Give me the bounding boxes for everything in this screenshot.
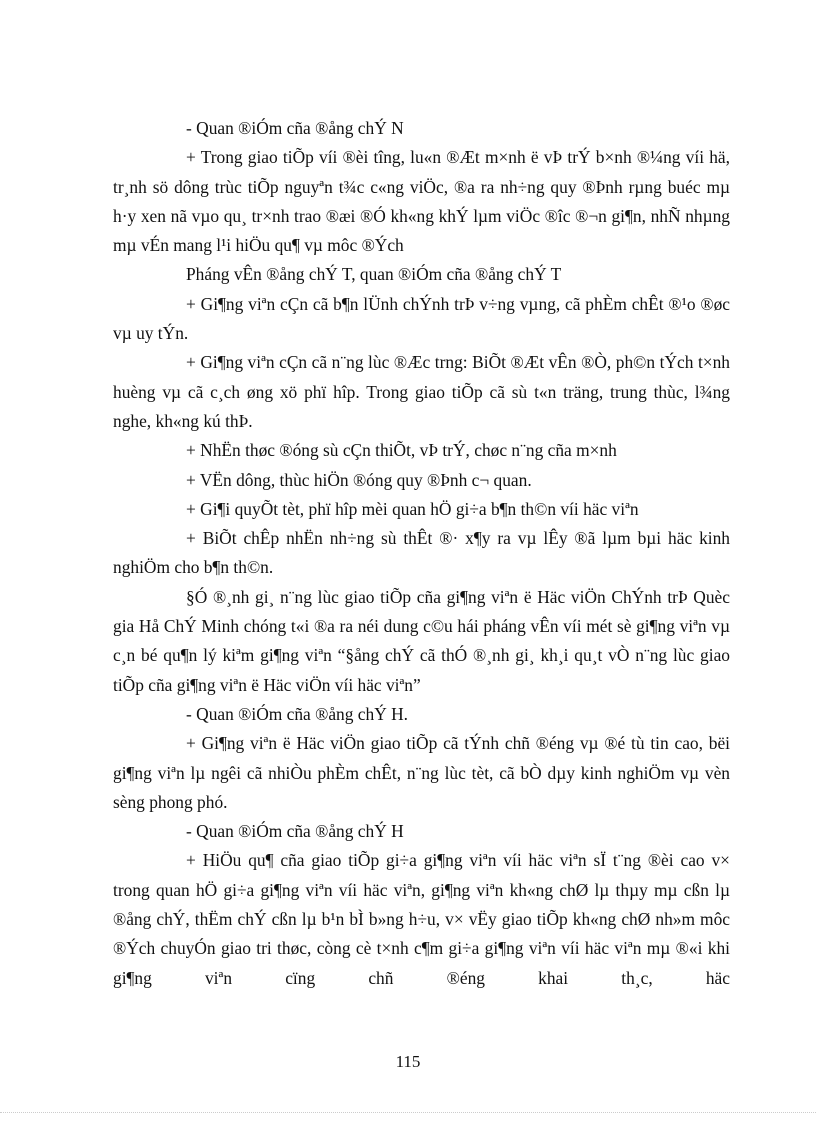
body-text (113, 114, 730, 993)
paragraph-viewpoint-n-heading: - Quan ®iÓm cña ®ång chÝ N (186, 118, 404, 138)
paragraph-viewpoint-h2-heading: - Quan ®iÓm cña ®ång chÝ H (186, 821, 404, 842)
paragraph-t-point-4: + VËn dông, thùc hiÖn ®óng quy ®Þnh c¬ quan. (186, 469, 532, 490)
paragraph-viewpoint-h2-body: + HiÖu qu¶ cña giao tiÕp gi÷a gi¶ng viªn víi häc viªn sÏ t¨ng ®èi cao v× trong quan hÖ gi÷a gi¶ng viªn víi häc viªn, gi¶ng viªn kh«ng chØ lµ thµy mµ cßn lµ ®ång chÝ, thËm chÝ cßn lµ b¹n bÌ b»ng h÷u, v× vËy giao tiÕp kh«ng chØ nh»m môc ®Ých chuyÓn giao tri thøc, còng cè t×nh c¶m gi÷a gi¶ng viªn víi häc viªn mµ ®«i khi gi¶ng viªn cïng chñ ®éng khai th¸c, häc (113, 850, 730, 988)
paragraph-t-point-3: + NhËn thøc ®óng sù cÇn thiÕt, vÞ trÝ, chøc n¨ng cña m×nh (186, 440, 617, 461)
paragraph-t-point-5: + Gi¶i quyÕt tèt, phï hîp mèi quan hÖ gi÷a b¶n th©n víi häc viªn (186, 498, 639, 519)
paragraph-assessment-intro: §Ó ®¸nh gi¸ n¨ng lùc giao tiÕp cña gi¶ng viªn ë Häc viÖn ChÝnh trÞ Quèc gia Hå ChÝ Minh chóng t«i ®a ra néi dung c©u hái pháng vÊn víi mét sè gi¶ng viªn vµ c¸n bé qu¶n lý kiªm gi¶ng viªn “§ång chÝ cã thÓ ®¸nh gi¸ kh¸i qu¸t vÒ n¨ng lùc giao tiÕp cña gi¶ng viªn ë Häc viÖn víi häc viªn” (113, 586, 730, 695)
paragraph-viewpoint-n-body: + Trong giao tiÕp víi ®èi tîng, lu«n ®Æt m×nh ë vÞ trÝ b×nh ®¼ng víi hä, tr¸nh sö dông trùc tiÕp nguyªn t¾c c«ng viÖc, ®a ra nh÷ng quy ®Þnh rµng buéc mµ h·y xen nã vµo qu¸ tr×nh trao ®æi ®Ó kh«ng khÝ lµm viÖc ®îc ®¬n gi¶n, nhÑ nhµng mµ vÉn mang l¹i hiÖu qu¶ vµ môc ®Ých (113, 147, 730, 256)
paragraph-t-point-1: + Gi¶ng viªn cÇn cã b¶n lÜnh chÝnh trÞ v÷ng vµng, cã phÈm chÊt ®¹o ®øc vµ uy tÝn. (113, 293, 730, 344)
paragraph-t-point-6: + BiÕt chÊp nhËn nh÷ng sù thÊt ®· x¶y ra vµ lÊy ®ã lµm bµi häc kinh nghiÖm cho b¶n th©n. (113, 528, 730, 578)
paragraph-t-point-2: + Gi¶ng viªn cÇn cã n¨ng lùc ®Æc trng: BiÕt ®Æt vÊn ®Ò, ph©n tÝch t×nh huèng vµ cã c¸ch øng xö phï hîp. Trong giao tiÕp cã sù t«n träng, trung thùc, l¾ng nghe, kh«ng kú thÞ. (113, 352, 730, 431)
paragraph-viewpoint-h-heading: - Quan ®iÓm cña ®ång chÝ H. (186, 703, 409, 724)
paragraph-viewpoint-h-body: + Gi¶ng viªn ë Häc viÖn giao tiÕp cã tÝnh chñ ®éng vµ ®é tù tin cao, bëi gi¶ng viªn lµ ngêi cã nhiÒu phÈm chÊt, n¨ng lùc tèt, cã bÒ dµy kinh nghiÖm vµ vèn sèng phong phó. (113, 733, 730, 812)
paragraph-interview-t: Pháng vÊn ®ång chÝ T, quan ®iÓm cña ®ång chÝ T (186, 264, 562, 285)
page-number: 115 (395, 1052, 421, 1071)
footer-divider (0, 1112, 816, 1113)
